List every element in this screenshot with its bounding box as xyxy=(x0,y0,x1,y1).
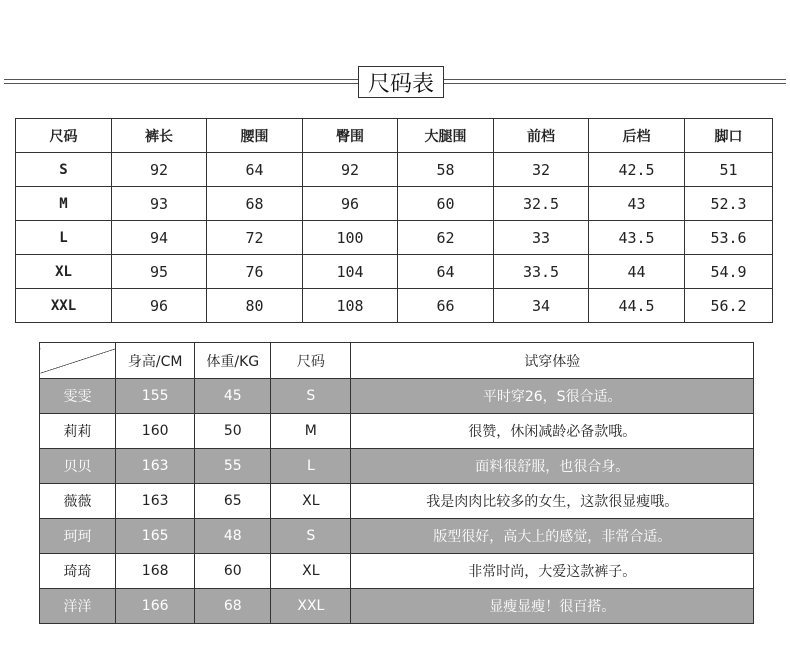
table-cell: 54.9 xyxy=(685,255,773,289)
table-row xyxy=(40,414,754,449)
page-title: 尺码表 xyxy=(358,66,444,98)
column-header: 尺码 xyxy=(271,343,351,379)
weight-cell: 55 xyxy=(195,449,271,484)
table-row xyxy=(16,255,773,289)
try-on-table xyxy=(39,342,754,624)
title-row xyxy=(0,66,790,100)
size-cell: XXL xyxy=(271,589,351,624)
table-cell: 58 xyxy=(398,153,494,187)
review-cell: 版型很好，高大上的感觉，非常合适。 xyxy=(351,519,754,554)
table-cell: 43.5 xyxy=(589,221,685,255)
height-cell: 168 xyxy=(116,554,195,589)
height-cell: 165 xyxy=(116,519,195,554)
table-cell: 44.5 xyxy=(589,289,685,323)
model-name: 珂珂 xyxy=(40,519,116,554)
table-cell: 66 xyxy=(398,289,494,323)
size-cell: S xyxy=(271,379,351,414)
table-cell: 33.5 xyxy=(494,255,589,289)
table-row xyxy=(16,187,773,221)
table-cell: 96 xyxy=(303,187,398,221)
size-cell: XL xyxy=(271,484,351,519)
model-name: 洋洋 xyxy=(40,589,116,624)
table-cell: 32.5 xyxy=(494,187,589,221)
table-cell: 95 xyxy=(112,255,207,289)
table-cell: 104 xyxy=(303,255,398,289)
model-name: 莉莉 xyxy=(40,414,116,449)
height-cell: 163 xyxy=(116,484,195,519)
table-header-row xyxy=(40,343,754,379)
table-cell: 96 xyxy=(112,289,207,323)
table-cell: 42.5 xyxy=(589,153,685,187)
table-row xyxy=(40,519,754,554)
table-row xyxy=(16,289,773,323)
table-cell: 92 xyxy=(303,153,398,187)
table-header-row xyxy=(16,119,773,153)
model-name: 贝贝 xyxy=(40,449,116,484)
height-cell: 160 xyxy=(116,414,195,449)
table-cell: 44 xyxy=(589,255,685,289)
table-cell: 93 xyxy=(112,187,207,221)
table-cell: 53.6 xyxy=(685,221,773,255)
column-header: 腰围 xyxy=(207,119,303,153)
column-header: 前档 xyxy=(494,119,589,153)
table-row xyxy=(16,221,773,255)
column-header: 试穿体验 xyxy=(351,343,754,379)
weight-cell: 68 xyxy=(195,589,271,624)
review-cell: 平时穿26，S很合适。 xyxy=(351,379,754,414)
table-cell: 56.2 xyxy=(685,289,773,323)
column-header: 裤长 xyxy=(112,119,207,153)
table-cell: 68 xyxy=(207,187,303,221)
table-row xyxy=(16,153,773,187)
column-header: 大腿围 xyxy=(398,119,494,153)
column-header: 体重/KG xyxy=(195,343,271,379)
diagonal-header-cell xyxy=(40,343,116,379)
table-cell: 43 xyxy=(589,187,685,221)
size-cell: L xyxy=(16,221,112,255)
review-cell: 面料很舒服，也很合身。 xyxy=(351,449,754,484)
review-cell: 很赞，休闲减龄必备款哦。 xyxy=(351,414,754,449)
size-cell: M xyxy=(16,187,112,221)
size-chart-table xyxy=(15,118,773,323)
table-cell: 108 xyxy=(303,289,398,323)
table-cell: 64 xyxy=(398,255,494,289)
table-cell: 100 xyxy=(303,221,398,255)
weight-cell: 50 xyxy=(195,414,271,449)
column-header: 身高/CM xyxy=(116,343,195,379)
model-name: 雯雯 xyxy=(40,379,116,414)
weight-cell: 65 xyxy=(195,484,271,519)
weight-cell: 60 xyxy=(195,554,271,589)
table-cell: 60 xyxy=(398,187,494,221)
review-cell: 显瘦显瘦！很百搭。 xyxy=(351,589,754,624)
table-row xyxy=(40,449,754,484)
column-header: 后档 xyxy=(589,119,685,153)
table-cell: 51 xyxy=(685,153,773,187)
column-header: 尺码 xyxy=(16,119,112,153)
table-cell: 64 xyxy=(207,153,303,187)
table-cell: 33 xyxy=(494,221,589,255)
table-cell: 94 xyxy=(112,221,207,255)
weight-cell: 48 xyxy=(195,519,271,554)
table-row xyxy=(40,554,754,589)
table-cell: 80 xyxy=(207,289,303,323)
table-cell: 34 xyxy=(494,289,589,323)
weight-cell: 45 xyxy=(195,379,271,414)
table-cell: 52.3 xyxy=(685,187,773,221)
model-name: 薇薇 xyxy=(40,484,116,519)
table-cell: 72 xyxy=(207,221,303,255)
table-row xyxy=(40,589,754,624)
column-header: 脚口 xyxy=(685,119,773,153)
height-cell: 166 xyxy=(116,589,195,624)
table-cell: 62 xyxy=(398,221,494,255)
size-cell: XL xyxy=(271,554,351,589)
table-row xyxy=(40,484,754,519)
column-header: 臀围 xyxy=(303,119,398,153)
size-cell: S xyxy=(271,519,351,554)
size-cell: M xyxy=(271,414,351,449)
table-cell: 92 xyxy=(112,153,207,187)
review-cell: 我是肉肉比较多的女生，这款很显瘦哦。 xyxy=(351,484,754,519)
table-cell: 32 xyxy=(494,153,589,187)
size-cell: S xyxy=(16,153,112,187)
review-cell: 非常时尚，大爱这款裤子。 xyxy=(351,554,754,589)
height-cell: 155 xyxy=(116,379,195,414)
size-cell: XL xyxy=(16,255,112,289)
height-cell: 163 xyxy=(116,449,195,484)
table-cell: 76 xyxy=(207,255,303,289)
size-cell: L xyxy=(271,449,351,484)
table-row xyxy=(40,379,754,414)
model-name: 琦琦 xyxy=(40,554,116,589)
size-cell: XXL xyxy=(16,289,112,323)
